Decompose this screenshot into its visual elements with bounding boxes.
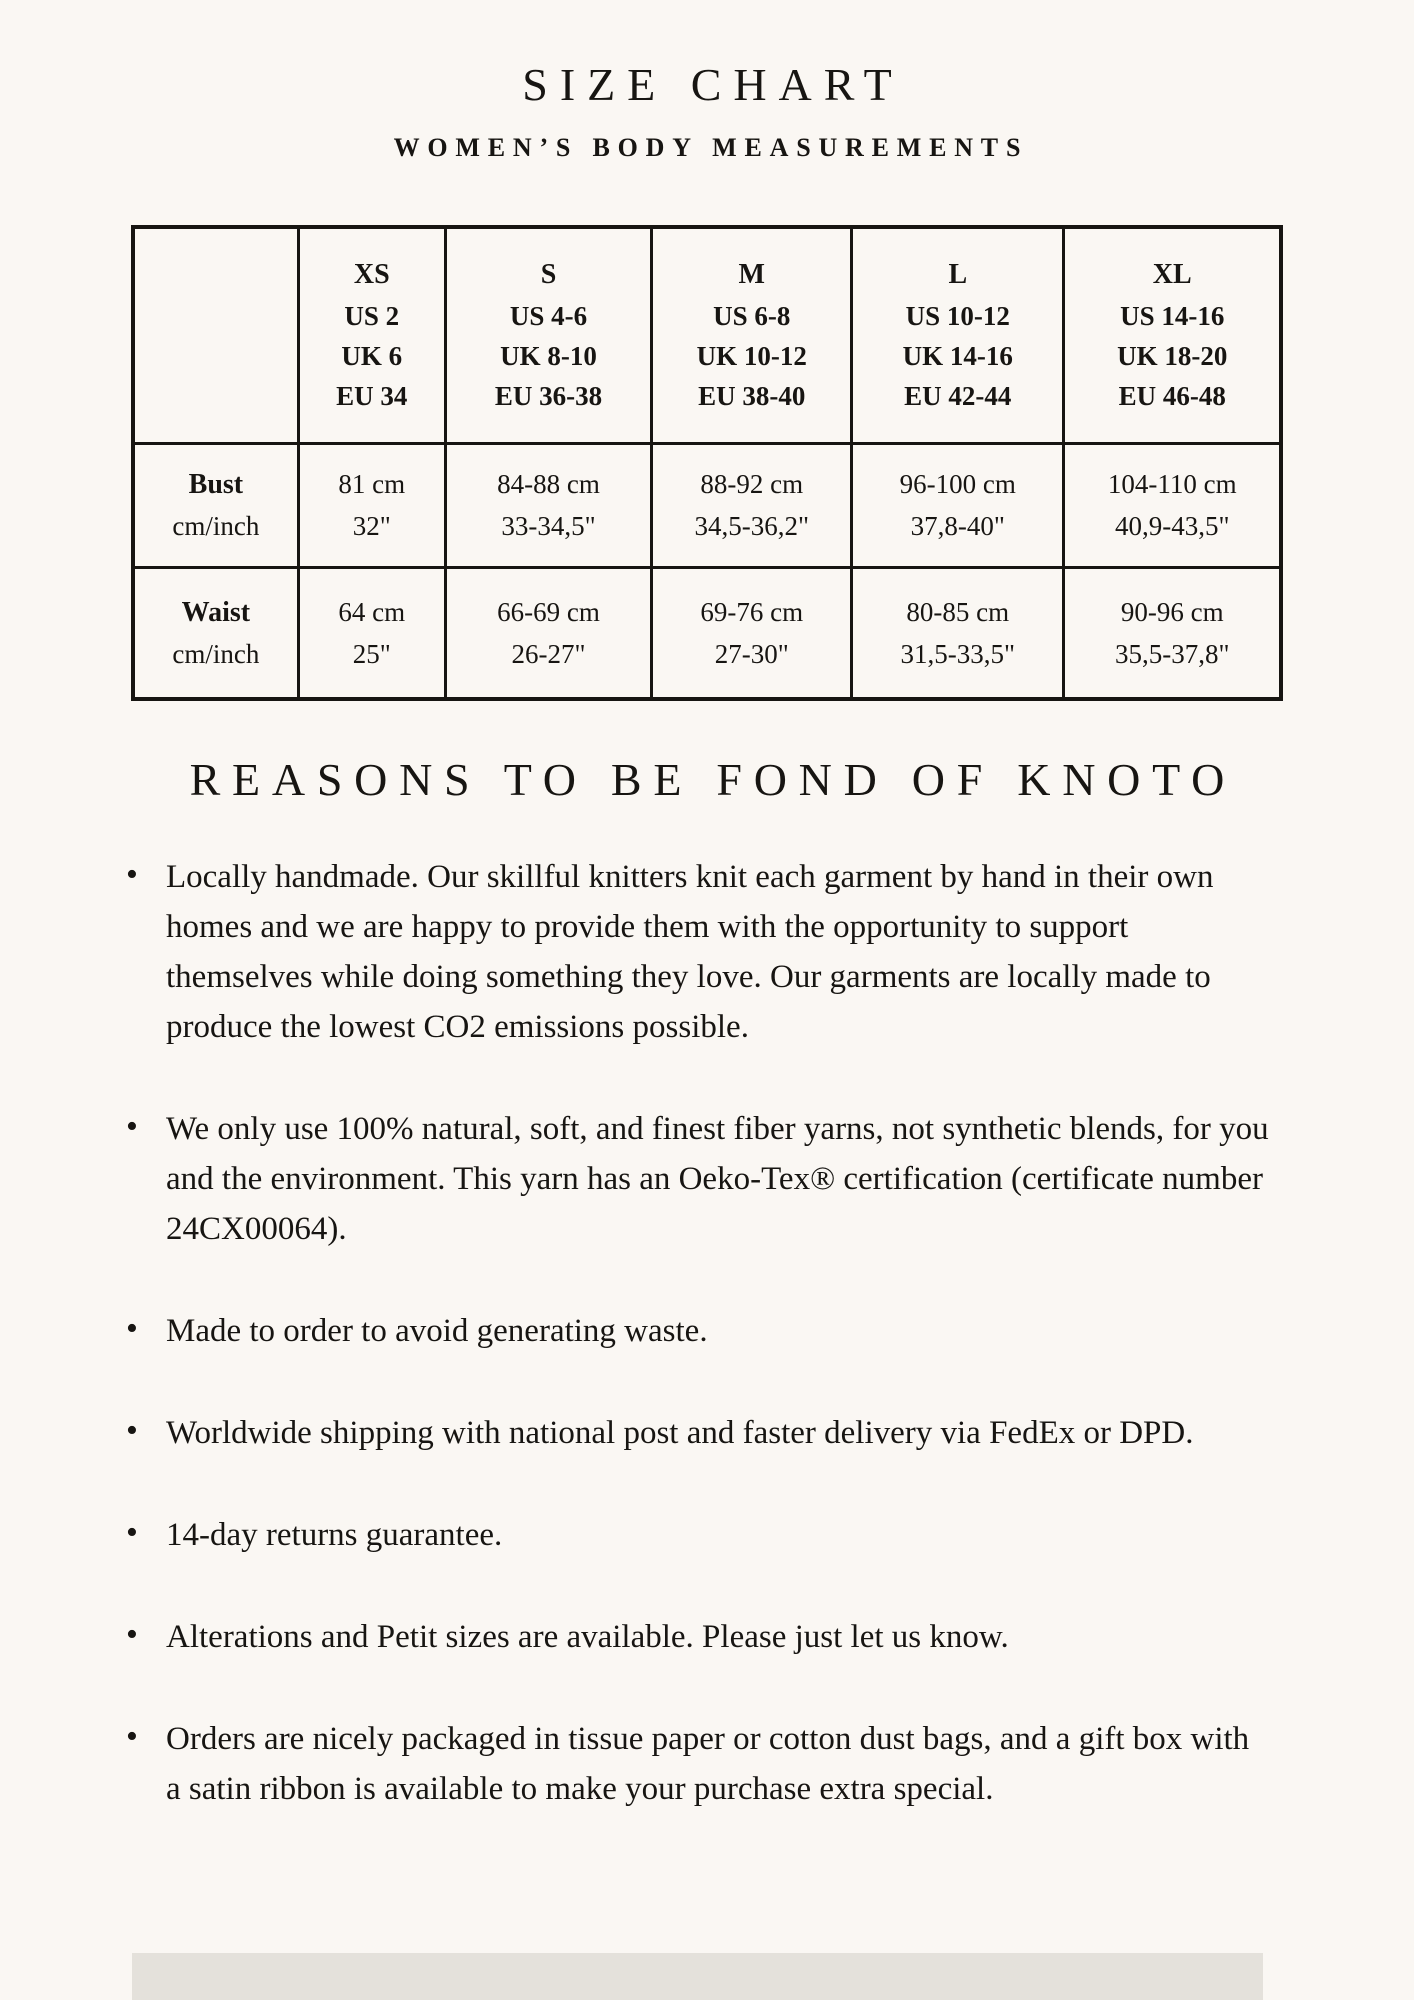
inch-value: 31,5-33,5": [900, 638, 1016, 669]
waist-cell-l: [852, 567, 1064, 699]
row-unit: cm/inch: [172, 511, 260, 541]
cm-value: 81 cm: [338, 469, 406, 499]
reasons-list: [0, 852, 1414, 1814]
bust-cell-l: [852, 443, 1064, 567]
cm-value: 69-76 cm: [700, 596, 804, 627]
eu-size: EU 46-48: [1118, 381, 1226, 412]
table-row-bust: [133, 443, 1281, 567]
reasons-heading: REASONS TO BE FOND OF KNOTO: [189, 754, 1237, 805]
bust-cell-xl: [1064, 443, 1281, 567]
bust-cell-m: [652, 443, 852, 567]
eu-size: EU 38-40: [698, 381, 806, 412]
list-item: • 14-day returns guarantee.: [166, 1510, 1271, 1560]
size-chart-table: [131, 225, 1283, 701]
inch-value: 34,5-36,2": [694, 511, 809, 541]
inch-value: 25": [352, 638, 391, 669]
list-item: • Worldwide shipping with national post and faster delivery via FedEx or DPD.: [166, 1408, 1271, 1458]
uk-size: UK 10-12: [696, 341, 807, 372]
inch-value: 37,8-40": [910, 511, 1005, 541]
size-label: S: [540, 259, 557, 291]
list-item: • We only use 100% natural, soft, and finest fiber yarns, not synthetic blends, for you and the environment. This yarn has an Oeko-Tex® certification (certificate number 24CX00064).: [166, 1104, 1271, 1254]
waist-cell-xl: [1064, 567, 1281, 699]
row-label: Waist: [181, 596, 251, 628]
size-label: XL: [1152, 259, 1192, 291]
list-item: • Orders are nicely packaged in tissue paper or cotton dust bags, and a gift box with a satin ribbon is available to make your purchase extra special.: [166, 1714, 1271, 1814]
column-header-m: [652, 227, 852, 443]
row-unit: cm/inch: [172, 638, 260, 669]
size-label: XS: [353, 259, 390, 291]
column-header-s: [445, 227, 652, 443]
eu-size: EU 34: [336, 381, 408, 412]
bottom-section-band: [132, 1953, 1263, 2000]
list-item: • Alterations and Petit sizes are available. Please just let us know.: [166, 1612, 1271, 1662]
row-label: Bust: [188, 469, 244, 500]
inch-value: 26-27": [511, 638, 586, 669]
inch-value: 32": [352, 511, 391, 541]
uk-size: UK 6: [341, 341, 403, 372]
uk-size: UK 18-20: [1117, 341, 1228, 372]
inch-value: 35,5-37,8": [1114, 638, 1230, 669]
row-label-bust: [133, 443, 298, 567]
inch-value: 33-34,5": [501, 511, 596, 541]
table-header-row: [133, 227, 1281, 443]
row-label-waist: [133, 567, 298, 699]
waist-cell-s: [445, 567, 652, 699]
column-header-xl: [1064, 227, 1281, 443]
column-header-l: [852, 227, 1064, 443]
cm-value: 104-110 cm: [1107, 469, 1237, 499]
waist-cell-m: [652, 567, 852, 699]
inch-value: 40,9-43,5": [1114, 511, 1230, 541]
cm-value: 66-69 cm: [497, 596, 600, 627]
us-size: US 6-8: [713, 301, 791, 332]
cm-value: 96-100 cm: [899, 469, 1016, 499]
cm-value: 84-88 cm: [497, 469, 600, 499]
column-header-xs: [298, 227, 445, 443]
eu-size: EU 36-38: [494, 381, 603, 412]
size-chart-table-container: [131, 225, 1283, 701]
bust-cell-xs: [298, 443, 445, 567]
cm-value: 90-96 cm: [1120, 596, 1224, 627]
us-size: US 14-16: [1120, 301, 1225, 332]
waist-cell-xs: [298, 567, 445, 699]
page-subtitle: WOMEN’S BODY MEASUREMENTS: [393, 133, 1029, 162]
cm-value: 88-92 cm: [700, 469, 804, 499]
us-size: US 4-6: [509, 301, 588, 332]
page-title: SIZE CHART: [522, 59, 904, 110]
size-label: M: [738, 259, 765, 291]
table-corner-cell: [133, 227, 298, 443]
cm-value: 64 cm: [338, 596, 406, 627]
uk-size: UK 14-16: [902, 341, 1013, 372]
eu-size: EU 42-44: [904, 381, 1012, 412]
list-item: • Locally handmade. Our skillful knitters knit each garment by hand in their own homes and we are happy to provide them with the opportunity to support themselves while doing something they love. Our garments are locally made to produce the lowest CO2 emissions possible.: [166, 852, 1271, 1052]
uk-size: UK 8-10: [500, 341, 597, 372]
cm-value: 80-85 cm: [906, 596, 1010, 627]
bust-cell-s: [445, 443, 652, 567]
table-row-waist: [133, 567, 1281, 699]
list-item: • Made to order to avoid generating waste.: [166, 1306, 1271, 1356]
us-size: US 2: [344, 301, 400, 332]
us-size: US 10-12: [905, 301, 1010, 332]
size-label: L: [948, 259, 968, 291]
inch-value: 27-30": [714, 638, 789, 669]
